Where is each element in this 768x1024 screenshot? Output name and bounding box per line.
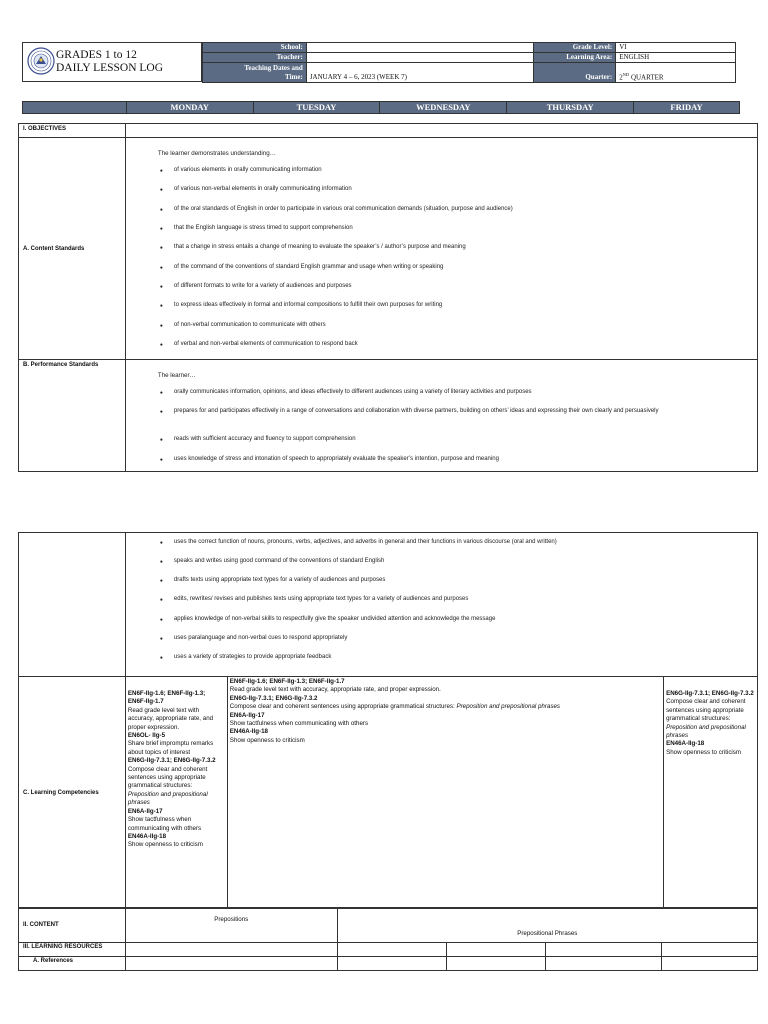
performance-standards-cont-label (19, 533, 126, 677)
quarter-label: Quarter: (534, 63, 616, 83)
references-thursday (546, 957, 662, 971)
day-thursday: THURSDAY (507, 102, 634, 114)
content-standard-item: ● of non-verbal communication to communicate with others (174, 322, 326, 328)
content-label: II. CONTENT (19, 908, 126, 943)
school-label: School: (203, 43, 307, 53)
header-title-line2: DAILY LESSON LOG (56, 62, 164, 74)
learning-area-label: Learning Area: (534, 53, 616, 63)
content-standard-item: ● of the command of the conventions of standard English grammar and usage when writing or speaking (174, 264, 444, 270)
performance-standard-item: ● orally communicates information, opinions, and ideas effectively to different audiences using a variety of literary activities and purposes (174, 389, 532, 395)
grade-level-value: VI (616, 43, 736, 53)
performance-standard-item: ● drafts texts using appropriate text types for a variety of audiences and purposes (174, 577, 385, 583)
day-header-row (22, 101, 740, 114)
performance-standards-cont-cell (125, 533, 757, 677)
teacher-value (306, 53, 534, 63)
day-friday: FRIDAY (634, 102, 740, 114)
learning-resources-label: III. LEARNING RESOURCES (19, 943, 126, 957)
day-header-blank (23, 102, 127, 114)
learning-resources-thursday (546, 943, 662, 957)
content-standard-item: ● of verbal and non-verbal elements of communication to respond back (174, 341, 358, 347)
references-friday (662, 957, 758, 971)
learning-resources-wednesday (447, 943, 546, 957)
header-logo-box (22, 42, 202, 82)
performance-standard-item: ● uses knowledge of stress and intonation of speech to appropriately evaluate the speaker’s intention, purpose and meaning (174, 456, 499, 462)
competencies-friday: EN6G-IIg-7.3.1; EN6G-IIg-7.3.2 Compose clear and coherent sentences using appropriate grammatical structures: Preposition and prepositional phrases EN46A-IIg-18 Show openness to criticism (664, 677, 758, 909)
performance-standard-item: ● applies knowledge of non-verbal skills to respectfully give the speaker undivided attention and acknowledge the message (174, 616, 496, 622)
performance-standard-item: ● edits, rewrites/ revises and publishes texts using appropriate text types for a variety of audiences and purposes (174, 596, 469, 602)
performance-standard-item: ● reads with sufficient accuracy and fluency to support comprehension (174, 436, 356, 442)
school-value (306, 43, 534, 53)
competencies-tue-thu: EN6F-IIg-1.6; EN6F-IIg-1.3; EN6F-IIg-1.7 Read grade level text with accuracy, appropriate rate, and proper expression. EN6G-IIg-7.3.1; EN6G-IIg-7.3.2 Compose clear and coherent sentences using appropriate grammatical structures: Preposition and prepositional phrases EN6A-IIg-17 Show tactfulness when communicating with others EN46A-IIg-18 Show openness to criticism (227, 677, 663, 909)
quarter-value: 2ND QUARTER (616, 63, 736, 83)
teaching-dates-value: JANUARY 4 – 6, 2023 (WEEK 7) (306, 63, 534, 83)
objectives-content (125, 124, 757, 138)
learning-competencies-label: C. Learning Competencies (19, 677, 126, 909)
content-standards-cell (125, 138, 757, 360)
content-standards-label: A. Content Standards (19, 138, 126, 360)
learning-resources-tuesday (337, 943, 447, 957)
page2-table (18, 532, 758, 909)
grade-level-label: Grade Level: (534, 43, 616, 53)
content-standard-item: ● of various non-verbal elements in orally communicating information (174, 186, 352, 192)
teacher-label: Teacher: (203, 53, 307, 63)
performance-standards-cell (125, 360, 757, 472)
content-standard-item: ● that a change in stress entails a change of meaning to evaluate the speaker’s / author’s purpose and meaning (174, 244, 466, 250)
deped-seal-icon (27, 47, 55, 75)
content-standard-item: ● to express ideas effectively in formal and informal compositions to fulfill their own purposes for writing (174, 302, 442, 308)
objectives-label: I. OBJECTIVES (19, 124, 126, 138)
content-standard-item: ● that the English language is stress timed to support comprehension (174, 225, 353, 231)
performance-standards-label: B. Performance Standards (19, 360, 126, 472)
references-label: A. References (19, 957, 126, 971)
teaching-dates-label: Teaching Dates and Time: (203, 63, 307, 83)
references-monday (125, 957, 337, 971)
content-standard-item: ● of various elements in orally communicating information (174, 167, 322, 173)
content-prepositional-phrases: Prepositional Phrases (337, 908, 757, 943)
performance-standards-lead: The learner… (157, 372, 196, 379)
competencies-monday: EN6F-IIg-1.6; EN6F-IIg-1.3; EN6F-IIg-1.7 Read grade level text with accuracy, appropriate rate, and proper expression. EN6OL- IIg-5 Share brief impromptu remarks about topics of interest EN6G-IIg-7.3.1; EN6G-IIg-7.3.2 Compose clear and coherent sentences using appropriate grammatical structures: Preposition and prepositional phrases EN6A-IIg-17 Show tactfulness when communicating with others EN46A-IIg-18 Show openness to criticism (125, 677, 227, 909)
content-resources-table (18, 907, 758, 971)
day-monday: MONDAY (126, 102, 253, 114)
references-tuesday (337, 957, 447, 971)
content-standards-lead: The learner demonstrates understanding… (157, 150, 276, 157)
performance-standard-item: ● uses a variety of strategies to provide appropriate feedback (174, 654, 331, 660)
day-tuesday: TUESDAY (253, 102, 380, 114)
learning-resources-friday (662, 943, 758, 957)
references-wednesday (447, 957, 546, 971)
lesson-info-table (202, 42, 736, 83)
performance-standard-item: ● speaks and writes using good command of the conventions of standard English (174, 558, 384, 564)
learning-area-value: ENGLISH (616, 53, 736, 63)
content-standard-item: ● of the oral standards of English in order to participate in various oral communication demands (situation, purpose and audience) (174, 206, 513, 212)
objectives-table (18, 123, 758, 472)
performance-standard-item: ● prepares for and participates effectively in a range of conversations and collaboration with diverse partners, building on others’ ideas and expressing their own clearly and persuasively (174, 405, 734, 417)
performance-standard-item: ● uses the correct function of nouns, pronouns, verbs, adjectives, and adverbs in general and their functions in various discourse (oral and written) (174, 539, 557, 545)
performance-standard-item: ● uses paralanguage and non-verbal cues to respond appropriately (174, 635, 347, 641)
header-title-line1: GRADES 1 to 12 (56, 49, 137, 61)
content-standard-item: ● of different formats to write for a variety of audiences and purposes (174, 283, 352, 289)
learning-resources-monday (125, 943, 337, 957)
content-prepositions: Prepositions (125, 908, 337, 943)
day-wednesday: WEDNESDAY (380, 102, 507, 114)
